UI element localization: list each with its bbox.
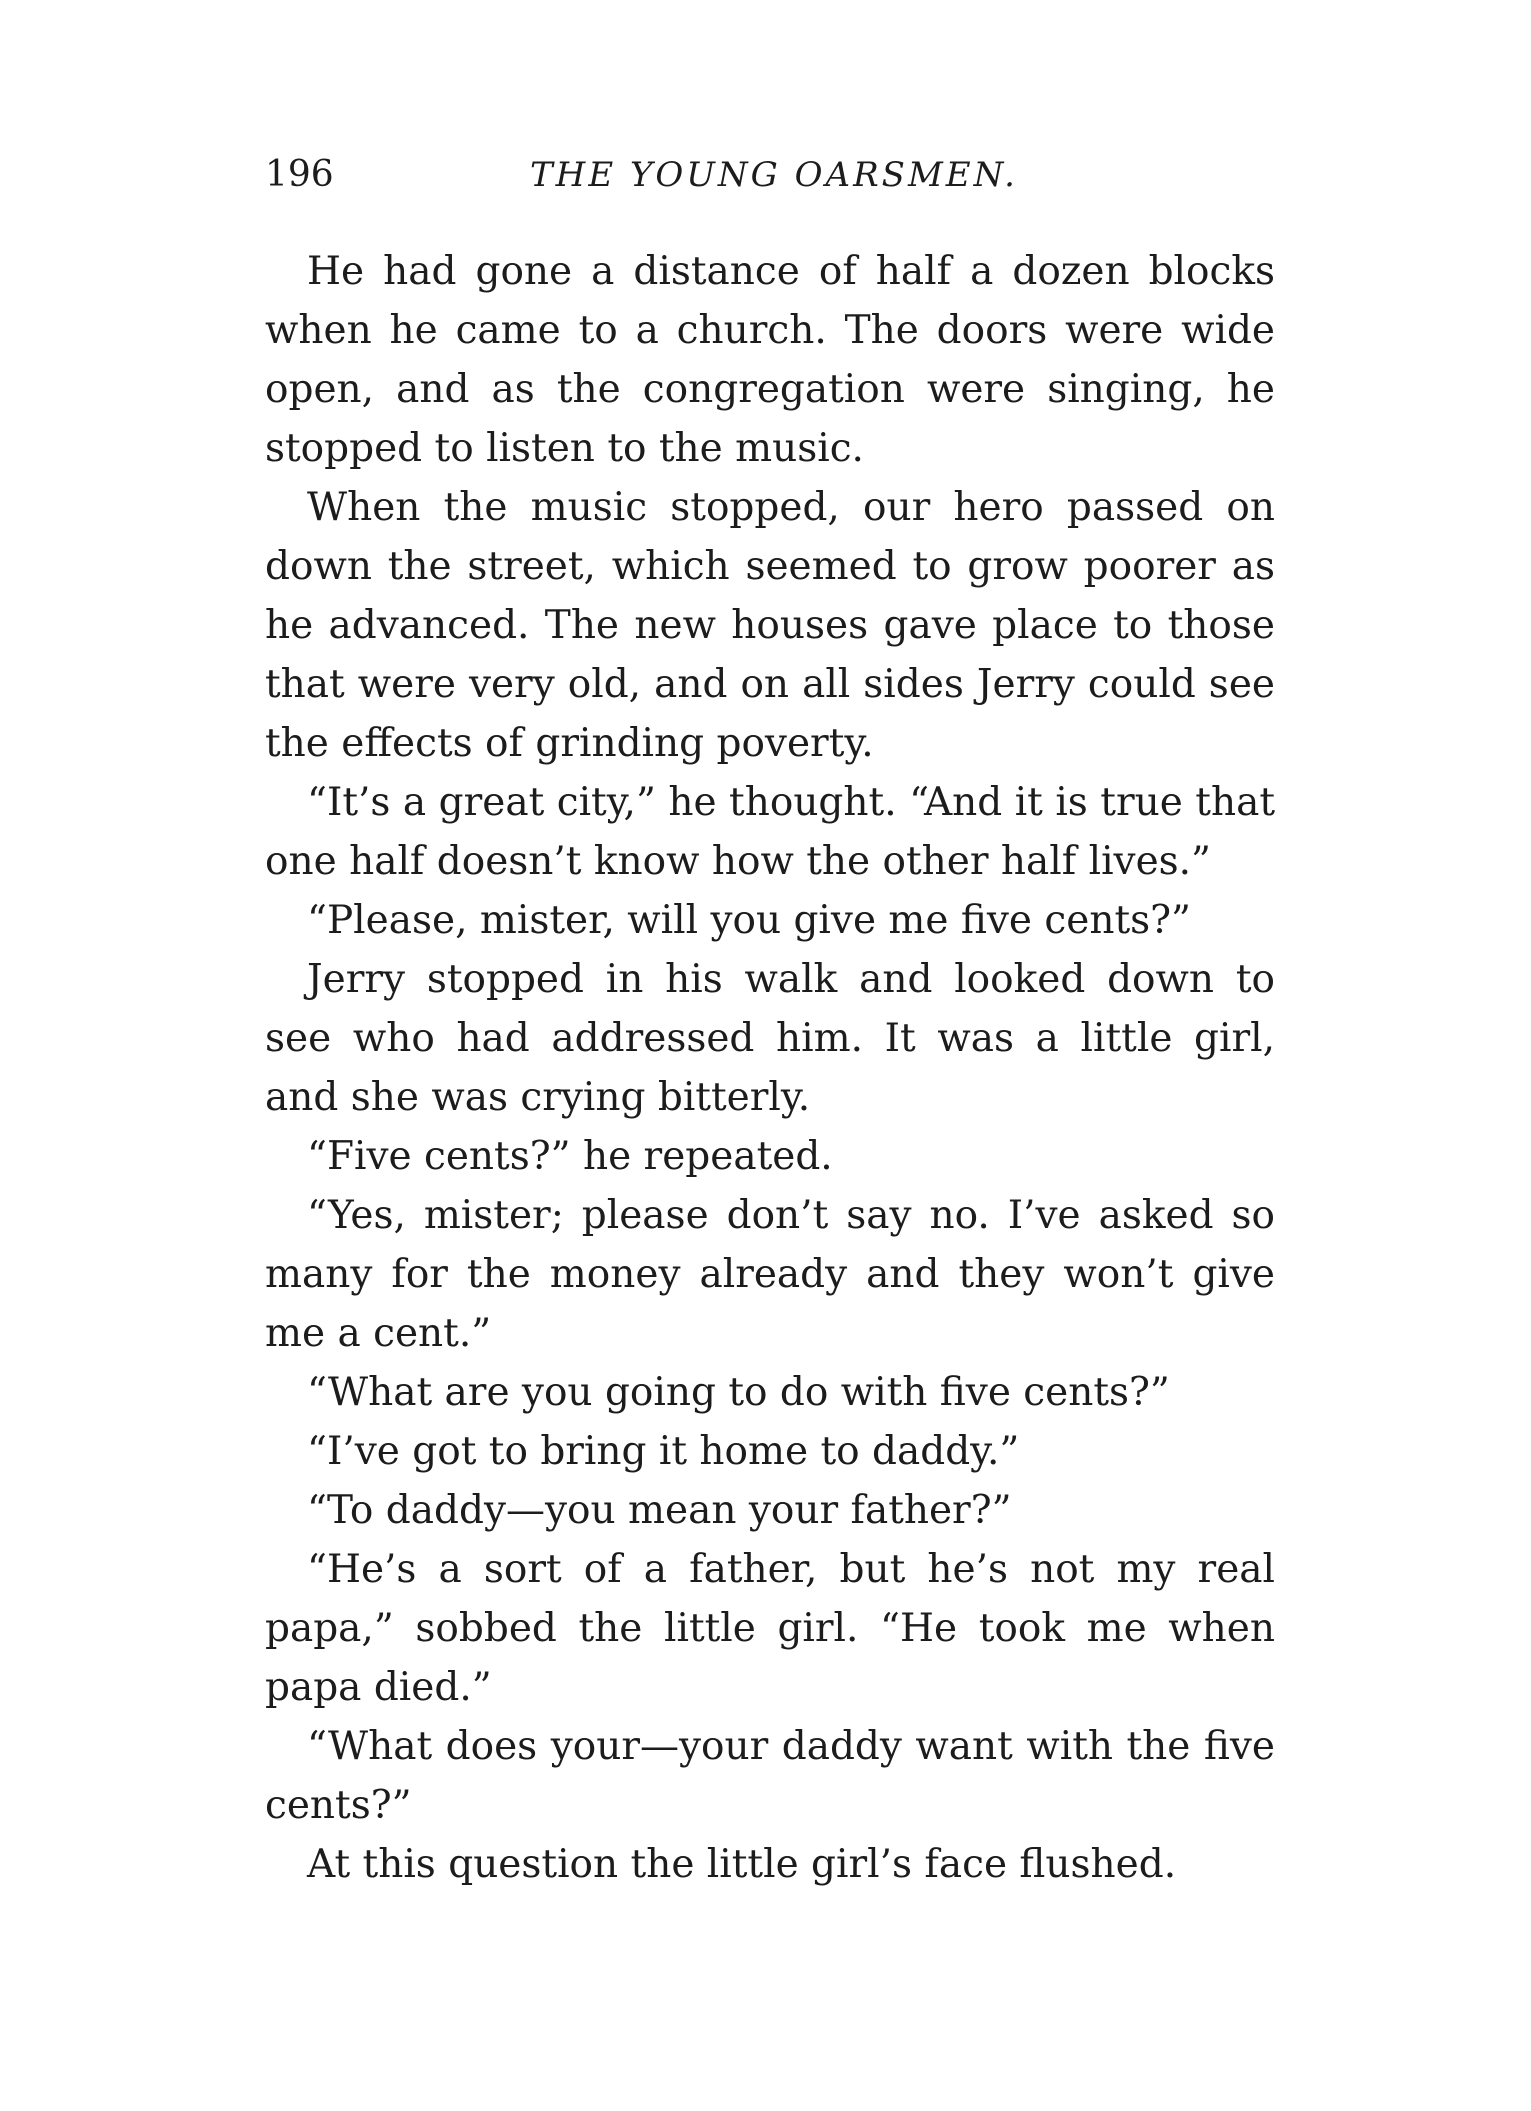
paragraph: “To daddy—you mean your father?” [307,1488,1012,1533]
paragraph: Jerry stopped in his walk and looked down to see who had addressed him. It was a little girl, and she was crying bitterly. [265,957,1275,1120]
paragraph: At this question the little girl’s face flushed. [307,1842,1177,1887]
running-head [265,150,1275,200]
paragraph: “Please, mister, will you give me five cents?” [307,898,1191,943]
paragraph: “I’ve got to bring it home to daddy.” [307,1429,1020,1474]
paragraph: He had gone a distance of half a dozen blocks when he came to a church. The doors were wide open, and as the congregation were singing, he stopped to listen to the music. [265,249,1275,471]
paragraph: “He’s a sort of a father, but he’s not my real papa,” sobbed the little girl. “He took me when papa died.” [265,1547,1275,1710]
paragraph: “It’s a great city,” he thought. “And it is true that one half doesn’t know how the other half lives.” [265,780,1275,884]
page-number: 196 [265,154,334,195]
book-title: THE YOUNG OARSMEN. [530,155,1018,195]
paragraph: “Five cents?” he repeated. [307,1134,833,1179]
paragraph: “Yes, mister; please don’t say no. I’ve asked so many for the money already and they won’t give me a cent.” [265,1193,1275,1356]
paragraph: “What does your—your daddy want with the five cents?” [265,1724,1275,1828]
body-text [265,242,1275,1894]
paragraph: When the music stopped, our hero passed on down the street, which seemed to grow poorer as he advanced. The new houses gave place to those that were very old, and on all sides Jerry could see the effects of grinding poverty. [265,485,1275,766]
paragraph: “What are you going to do with five cents?” [307,1370,1170,1415]
